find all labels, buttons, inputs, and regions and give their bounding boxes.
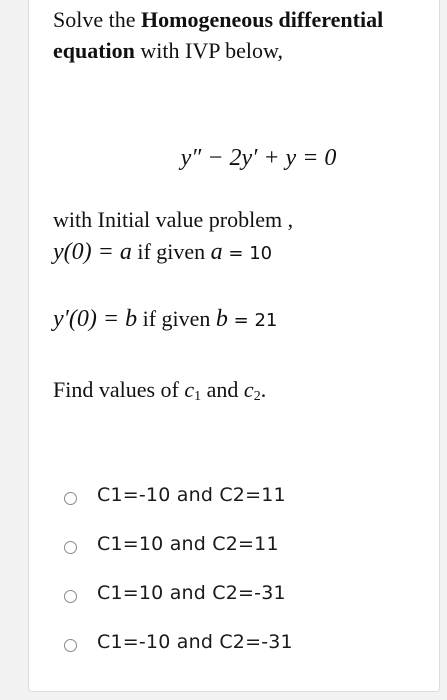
question-tail: with IVP below, bbox=[134, 38, 284, 63]
prompt-lead: Find values of bbox=[53, 377, 185, 402]
condition-2-text: if given bbox=[137, 306, 216, 331]
ivp-condition-2 bbox=[53, 304, 277, 336]
prompt-mid: and bbox=[201, 377, 244, 402]
option-label: C1=-10 and C2=11 bbox=[97, 483, 286, 506]
condition-2-math: y′(0) = b bbox=[53, 306, 138, 332]
radio-button[interactable] bbox=[64, 590, 77, 603]
condition-1-var: a bbox=[210, 239, 223, 265]
condition-2-var: b bbox=[215, 306, 228, 332]
condition-1-math: y(0) = a bbox=[53, 239, 132, 265]
radio-button[interactable] bbox=[64, 639, 77, 652]
radio-button[interactable] bbox=[64, 541, 77, 554]
condition-1-text: if given bbox=[131, 239, 211, 264]
c2-subscript: 2 bbox=[253, 389, 261, 404]
answer-option-2[interactable] bbox=[60, 519, 420, 568]
answer-option-1[interactable] bbox=[60, 470, 420, 519]
question-text bbox=[53, 4, 403, 66]
prompt-end: . bbox=[260, 377, 267, 402]
question-bold: Homogeneous differential equation bbox=[53, 7, 384, 63]
condition-1-value: = 10 bbox=[222, 243, 273, 264]
differential-equation: y″ − 2y′ + y = 0 bbox=[180, 145, 337, 171]
question-intro: Solve the bbox=[53, 7, 141, 32]
option-label: C1=-10 and C2=-31 bbox=[97, 630, 293, 653]
find-values-prompt bbox=[53, 375, 266, 412]
option-label: C1=10 and C2=11 bbox=[97, 532, 279, 555]
answer-option-4[interactable] bbox=[60, 617, 420, 666]
answer-option-3[interactable] bbox=[60, 568, 420, 617]
answer-options bbox=[60, 470, 420, 666]
c1-subscript: 1 bbox=[194, 389, 202, 404]
ivp-heading: with Initial value problem , bbox=[53, 207, 294, 232]
c1-symbol: c bbox=[184, 377, 195, 402]
ivp-condition-1 bbox=[53, 237, 272, 269]
option-label: C1=10 and C2=-31 bbox=[97, 581, 286, 604]
condition-2-value: = 21 bbox=[227, 310, 278, 331]
radio-button[interactable] bbox=[64, 492, 77, 505]
c2-symbol: c bbox=[243, 377, 254, 402]
